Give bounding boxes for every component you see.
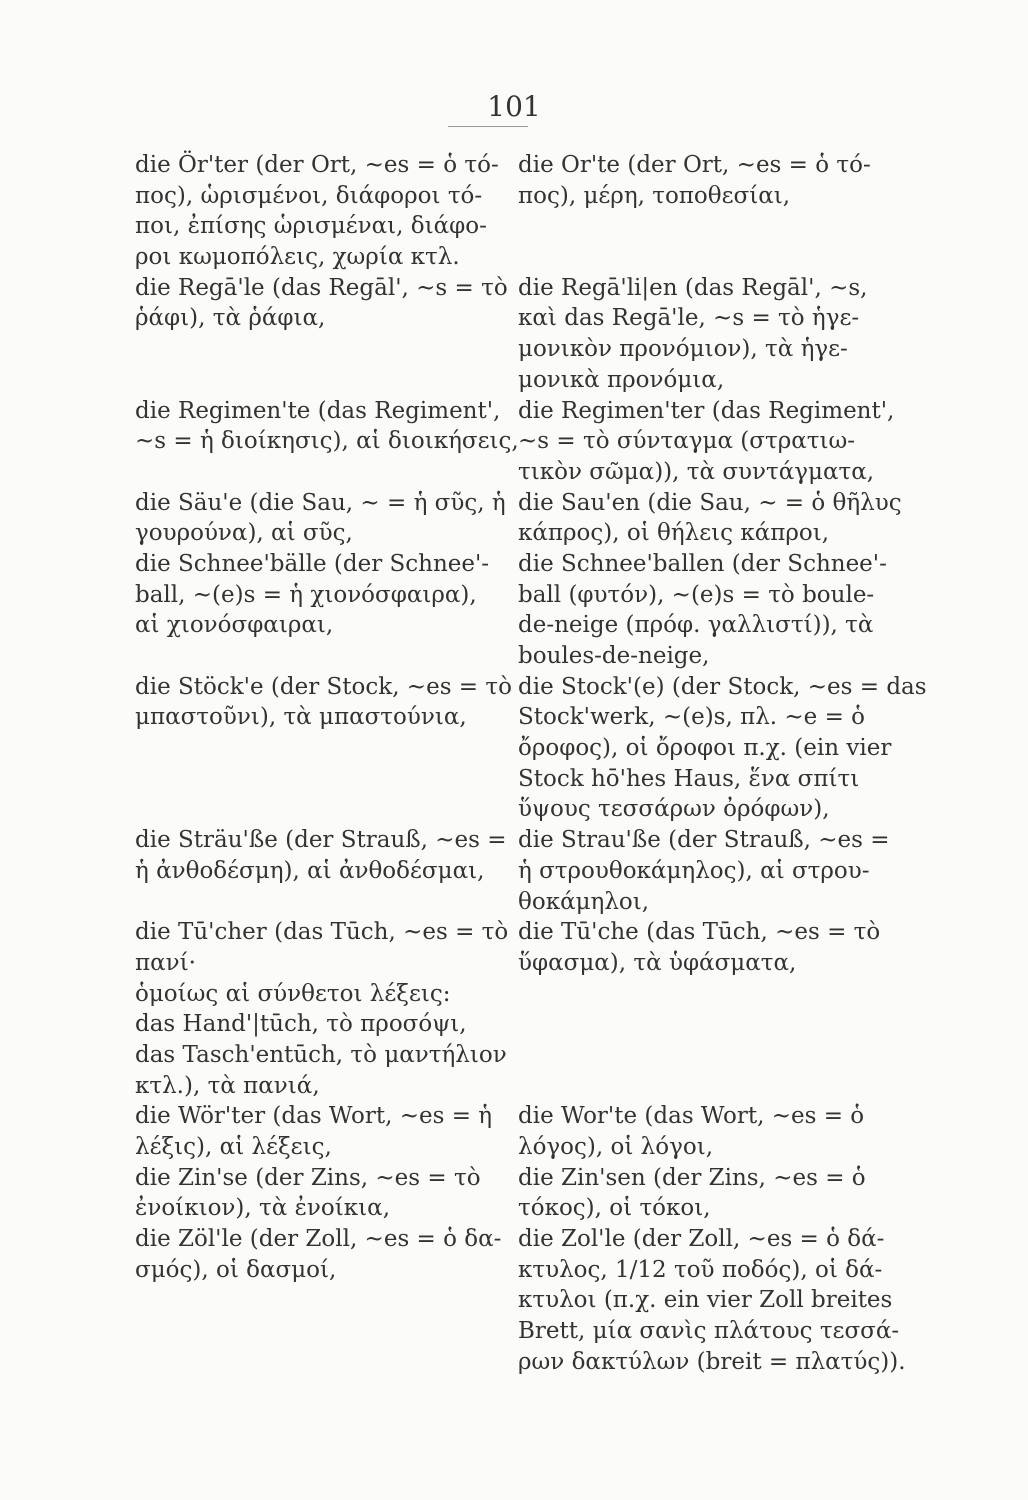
right-column-line: Brett, μία σανὶς πλάτους τεσσά-	[518, 1318, 900, 1345]
left-column-blank-line	[135, 641, 505, 672]
right-column-blank-line	[518, 242, 898, 273]
page-number-rule	[448, 126, 528, 127]
right-column-line: de-neige (πρόφ. γαλλιστί)), τὰ	[518, 612, 874, 639]
left-column-blank-line	[135, 764, 505, 795]
right-column-line: die Regimen'ter (das Regiment',	[518, 397, 895, 424]
right-column-line: die Strau'ße (der Strauß, ~es =	[518, 827, 890, 854]
right-column-line: ~s = τὸ σύνταγμα (στρατιω-	[518, 428, 856, 455]
right-column-line: die Tū'che (das Tūch, ~es = τὸ	[518, 919, 881, 946]
right-column-line: die Wor'te (das Wort, ~es = ὁ	[518, 1103, 865, 1130]
right-column-line: κτυλος, 1/12 τοῦ ποδός), οἱ δά-	[518, 1256, 883, 1283]
right-column-line: κτυλοι (π.χ. ein vier Zoll breites	[518, 1287, 893, 1314]
right-column-blank-line	[518, 1071, 898, 1102]
left-column-blank-line	[135, 733, 505, 764]
left-column-line: die Zin'se (der Zins, ~es = τὸ	[135, 1164, 481, 1191]
left-column-line: λέξις), αἱ λέξεις,	[135, 1134, 332, 1160]
right-column	[518, 150, 927, 1378]
right-column-line: λόγος), οἱ λόγοι,	[518, 1134, 714, 1160]
right-column-line: μονικὸν προνόμιον), τὰ ἡγε-	[518, 336, 848, 363]
right-column-line: ball (φυτόν), ~(e)s = τὸ boule-	[518, 581, 875, 608]
left-column-line: die Regimen'te (das Regiment',	[135, 397, 501, 424]
right-column-line: θοκάμηλοι,	[518, 888, 650, 915]
left-column-line: die Sträu'ße (der Strauß, ~es =	[135, 827, 507, 854]
left-column-blank-line	[135, 334, 505, 365]
right-column-line: μονικὰ προνόμια,	[518, 366, 725, 393]
right-column-line: τικὸν σῶμα)), τὰ συντάγματα,	[518, 458, 875, 485]
left-column-line: die Schnee'bälle (der Schnee'-	[135, 550, 490, 577]
left-column-line: ball, ~(e)s = ἡ χιονόσφαιρα),	[135, 581, 477, 608]
left-column-line: αἱ χιονόσφαιραι,	[135, 612, 334, 639]
left-column-line: ἐνοίκιον), τὰ ἐνοίκια,	[135, 1195, 390, 1222]
left-column-line: das Hand'|tūch, τὸ προσόψι,	[135, 1011, 467, 1038]
left-column-blank-line	[135, 365, 505, 396]
left-column-line: ἡ ἀνθοδέσμη), αἱ ἀνθοδέσμαι,	[135, 857, 485, 884]
left-column-blank-line	[135, 457, 505, 488]
left-column-line: ποι, ἐπίσης ὡρισμέναι, διάφο-	[135, 213, 487, 240]
left-column-line: die Zöl'le (der Zoll, ~es = ὁ δα-	[135, 1226, 502, 1253]
right-column-line: ὄροφος), οἱ ὄροφοι π.χ. (ein vier	[518, 735, 892, 762]
left-column	[135, 150, 519, 1285]
left-column-line: ὁμοίως αἱ σύνθετοι λέξεις:	[135, 980, 451, 1007]
right-column-line: ὕφασμα), τὰ ὑφάσματα,	[518, 949, 797, 976]
left-column-line: πος), ὡρισμένοι, διάφοροι τό-	[135, 182, 483, 209]
left-column-line: ροι κωμοπόλεις, χωρία κτλ.	[135, 244, 460, 271]
left-column-line: γουρούνα), αἱ σῦς,	[135, 520, 353, 547]
right-column-line: die Stock'(e) (der Stock, ~es = das	[518, 673, 927, 700]
left-column-line: κτλ.), τὰ πανιά,	[135, 1072, 320, 1099]
left-column-line: μπαστοῦνι), τὰ μπαστούνια,	[135, 704, 467, 731]
right-column-line: ρων δακτύλων (breit = πλατύς)).	[518, 1348, 906, 1375]
right-column-line: die Zin'sen (der Zins, ~es = ὁ	[518, 1164, 866, 1191]
right-column-line: καὶ das Regā'le, ~s = τὸ ἡγε-	[518, 305, 860, 332]
right-column-line: ἡ στρουθοκάμηλος), αἱ στρου-	[518, 857, 870, 884]
left-column-line: πανί·	[135, 949, 196, 976]
left-column-line: die Säu'e (die Sau, ~ = ἡ σῦς, ἡ	[135, 489, 506, 516]
right-column-line: boules-de-neige,	[518, 643, 710, 669]
left-column-line: die Wör'ter (das Wort, ~es = ἡ	[135, 1103, 493, 1130]
right-column-line: πος), μέρη, τοποθεσίαι,	[518, 182, 791, 209]
left-column-blank-line	[135, 794, 505, 825]
right-column-line: die Regā'li|en (das Regāl', ~s,	[518, 274, 868, 301]
left-column-line: das Tasch'entūch, τὸ μαντήλιον	[135, 1041, 507, 1068]
right-column-line: die Zol'le (der Zoll, ~es = ὁ δά-	[518, 1226, 885, 1253]
left-column-line: die Tū'cher (das Tūch, ~es = τὸ	[135, 919, 509, 946]
right-column-blank-line	[518, 211, 898, 242]
right-column-line: κάπρος), οἱ θήλεις κάπροι,	[518, 520, 830, 547]
right-column-line: Stock hō'hes Haus, ἕνα σπίτι	[518, 765, 860, 792]
right-column-line: Stock'werk, ~(e)s, πλ. ~e = ὁ	[518, 704, 866, 731]
right-column-line: ὕψους τεσσάρων ὀρόφων),	[518, 796, 830, 823]
left-column-line: σμός), οἱ δασμοί,	[135, 1256, 337, 1283]
page-number: 101	[487, 90, 541, 123]
right-column-blank-line	[518, 1040, 898, 1071]
left-column-line: ῥάφι), τὰ ῥάφια,	[135, 305, 326, 332]
left-column-blank-line	[135, 887, 505, 918]
right-column-line: die Sau'en (die Sau, ~ = ὁ θῆλυς	[518, 489, 902, 516]
right-column-line: τόκος), οἱ τόκοι,	[518, 1195, 711, 1222]
left-column-line: die Stöck'e (der Stock, ~es = τὸ	[135, 673, 512, 700]
left-column-line: die Regā'le (das Regāl', ~s = τὸ	[135, 274, 508, 301]
right-column-blank-line	[518, 979, 898, 1010]
right-column-line: die Schnee'ballen (der Schnee'-	[518, 550, 887, 577]
right-column-blank-line	[518, 1009, 898, 1040]
left-column-line: ~s = ἡ διοίκησις), αἱ διοικήσεις,	[135, 428, 519, 455]
right-column-line: die Or'te (der Ort, ~es = ὁ τό-	[518, 152, 871, 178]
left-column-line: die Ör'ter (der Ort, ~es = ὁ τό-	[135, 152, 499, 178]
